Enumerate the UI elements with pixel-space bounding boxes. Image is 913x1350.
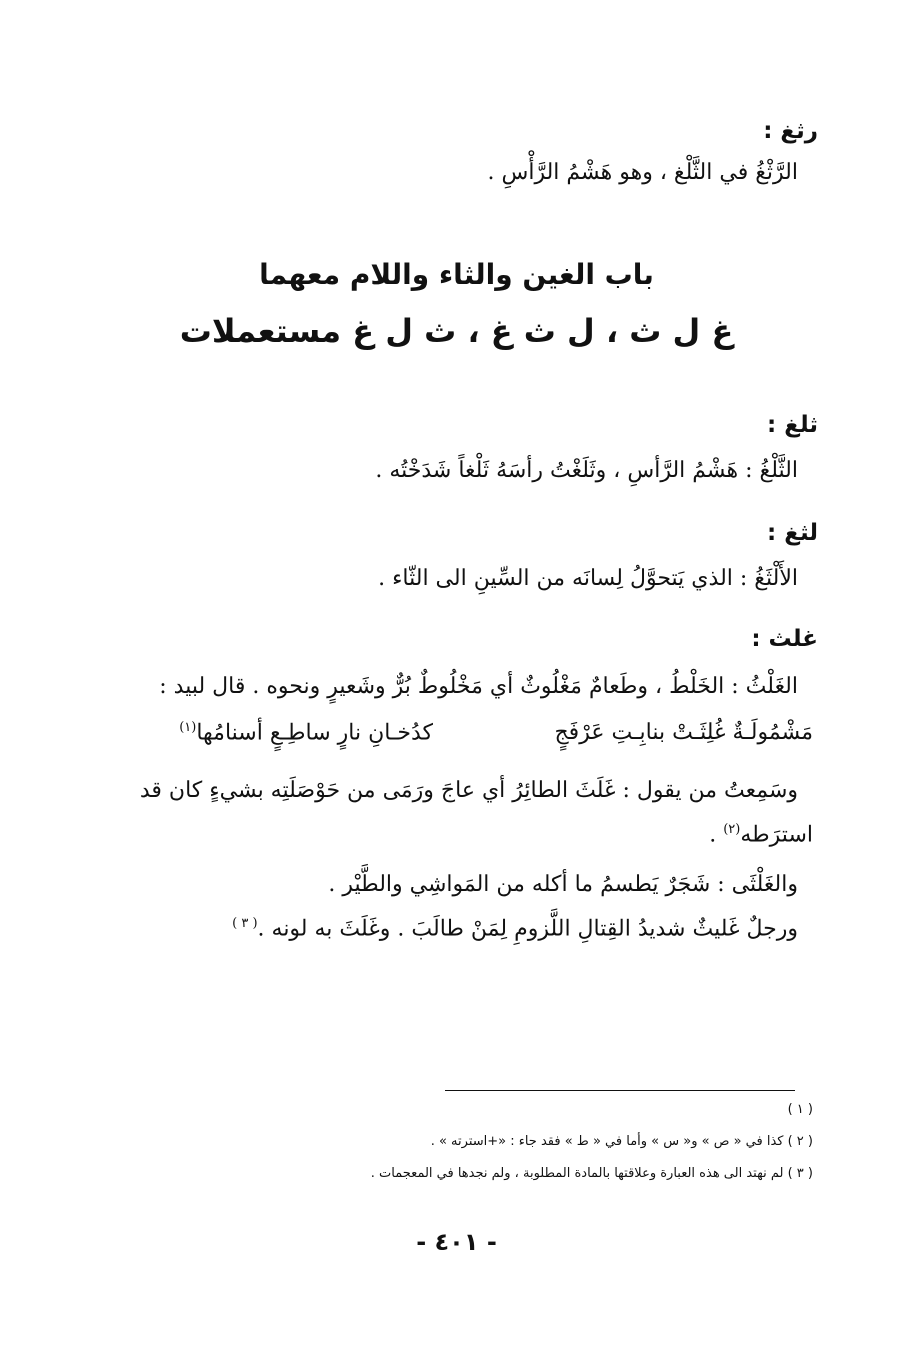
page-number: - ٤٠١ - [416,1228,497,1256]
footnote-ref-3: ( ٣ ) [232,916,258,931]
entry-text-ghlth-line4: والغَلْثَى : شَجَرٌ يَطسمُ ما أكله من المَواشِي والطَّيْر . [328,872,798,897]
entry-text-lthgh: الأَلْثَغُ : الذي يَتحوَّلُ لِسانَه من السِّينِ الى الثّاء . [378,566,798,591]
entry-text-ghlth-line3-word: استرَطه [740,822,813,848]
entry-text-ghlth-line3-end: . [709,822,724,848]
footnote-1: ( ١ ) [787,1102,813,1117]
footnote-divider [445,1090,795,1091]
verse-hemistich-first-text: مَشْمُولَـةٌ غُلِثَـتْ بنابِـتِ عَرْفَجٍ [554,720,813,745]
entry-heading-thlgh: ثلغ : [767,412,818,438]
verse-hemistich-first [554,720,813,745]
entry-text-ghlth-line1: الغَلْثُ : الخَلْطُ ، وطَعامٌ مَغْلُوثٌ أي مَخْلُوطٌ بُرٌّ وشَعيرٍ ونحوه . قال لبيد : [159,674,798,699]
footnote-2: ( ٢ ) كذا في « ص » و« س » وأما في « ط » فقد جاء : «+استرته » . [430,1134,813,1149]
chapter-title: باب الغين والثاء واللام معهما [259,258,654,291]
entry-text-ghlth-line5-text: ورجلٌ غَليثٌ شديدُ القِتالِ اللَّزومِ لِمَنْ طالَبَ . وغَلَثَ به لونه . [257,916,798,942]
verse-hemistich-second-text: كدُخـانِ نارٍ ساطِـعٍ أسنامُها [196,720,433,746]
entry-text-rthgh: الرَّثْغُ في الثَّلْغ ، وهو هَشْمُ الرَّأْسِ . [487,160,798,185]
entry-heading-ghlth: غلث : [751,626,818,652]
entry-text-ghlth-line3 [709,822,813,847]
footnote-ref-2: (٢) [723,822,741,837]
verse-hemistich-second [179,720,433,745]
entry-text-ghlth-line5 [232,916,798,941]
entry-text-thlgh: الثَّلْغُ : هَشْمُ الرَّأسِ ، وثَلَغْتُ رأسَهُ ثَلْغاً شَدَخْتُه . [375,458,798,483]
entry-text-ghlth-line2: وسَمِعتُ من يقول : غَلَثَ الطائِرُ أي عاجَ ورَمَى من حَوْصَلَتِه بشيءٍ كان قد [139,778,798,803]
entry-heading-rthgh: رثغ : [763,118,818,144]
chapter-subtitle: غ ل ث ، ل ث غ ، ث ل غ مستعملات [179,312,734,350]
footnote-3: ( ٣ ) لم نهتد الى هذه العبارة وعلاقتها بالمادة المطلوبة ، ولم نجدها في المعجمات . [370,1166,813,1181]
entry-heading-lthgh: لثغ : [767,520,818,546]
footnote-ref-1: (١) [179,720,197,735]
